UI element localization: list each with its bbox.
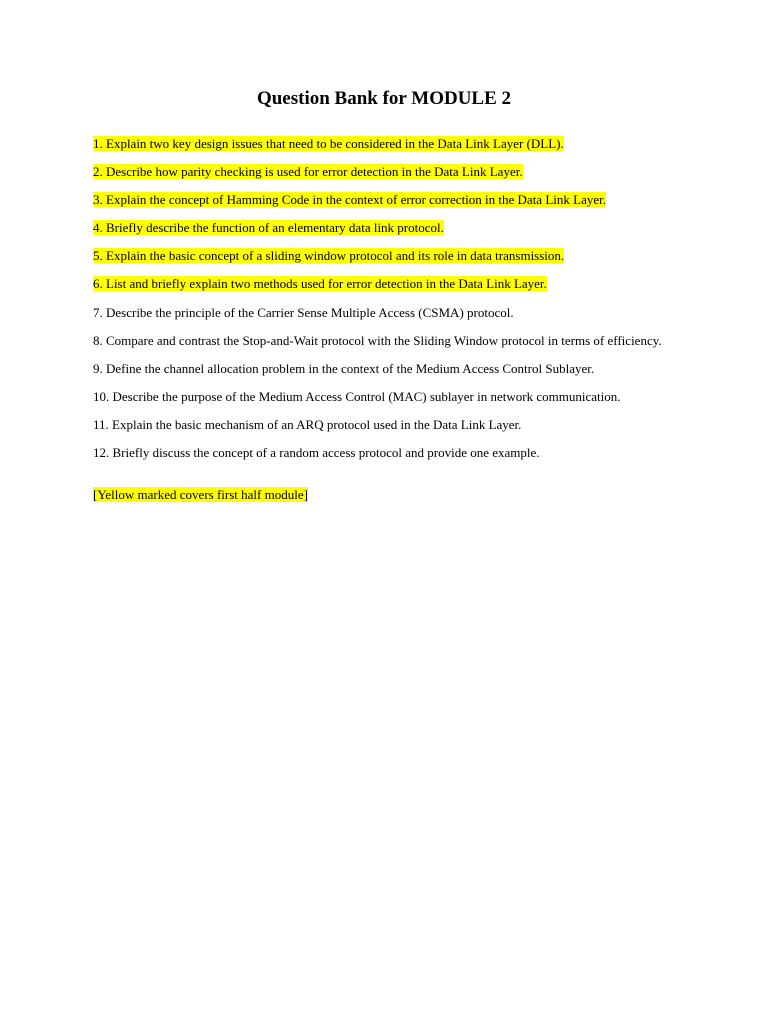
question-item-10 [93, 388, 733, 406]
question-item-3 [93, 191, 733, 209]
question-item-11 [93, 416, 733, 434]
question-item-7 [93, 304, 733, 322]
question-text-3: 3. Explain the concept of Hamming Code in the context of error correction in the Data Link Layer. [93, 192, 606, 208]
question-item-1 [93, 135, 733, 153]
question-item-8 [93, 332, 733, 350]
question-text-12: 12. Briefly discuss the concept of a random access protocol and provide one example. [93, 445, 540, 461]
question-text-9: 9. Define the channel allocation problem in the context of the Medium Access Control Sublayer. [93, 360, 595, 376]
question-item-2 [93, 163, 733, 181]
question-item-9 [93, 360, 733, 378]
question-text-10: 10. Describe the purpose of the Medium Access Control (MAC) sublayer in network communication. [93, 388, 621, 404]
highlight-note [93, 486, 308, 504]
question-list [93, 135, 733, 472]
highlight-note-text: [Yellow marked covers first half module] [93, 487, 308, 502]
question-text-2: 2. Describe how parity checking is used for error detection in the Data Link Layer. [93, 164, 523, 180]
question-text-8: 8. Compare and contrast the Stop-and-Wait protocol with the Sliding Window protocol in terms of efficiency. [93, 332, 662, 348]
question-text-11: 11. Explain the basic mechanism of an ARQ protocol used in the Data Link Layer. [93, 416, 522, 432]
question-text-6: 6. List and briefly explain two methods used for error detection in the Data Link Layer. [93, 276, 547, 292]
question-text-5: 5. Explain the basic concept of a sliding window protocol and its role in data transmission. [93, 248, 565, 264]
page-title: Question Bank for MODULE 2 [256, 88, 512, 109]
question-text-4: 4. Briefly describe the function of an elementary data link protocol. [93, 220, 444, 236]
question-item-6 [93, 275, 733, 293]
question-text-1: 1. Explain two key design issues that need to be considered in the Data Link Layer (DLL). [93, 136, 564, 151]
question-item-5 [93, 247, 733, 265]
question-item-12 [93, 444, 733, 462]
question-text-7: 7. Describe the principle of the Carrier Sense Multiple Access (CSMA) protocol. [93, 304, 514, 320]
question-item-4 [93, 219, 733, 237]
